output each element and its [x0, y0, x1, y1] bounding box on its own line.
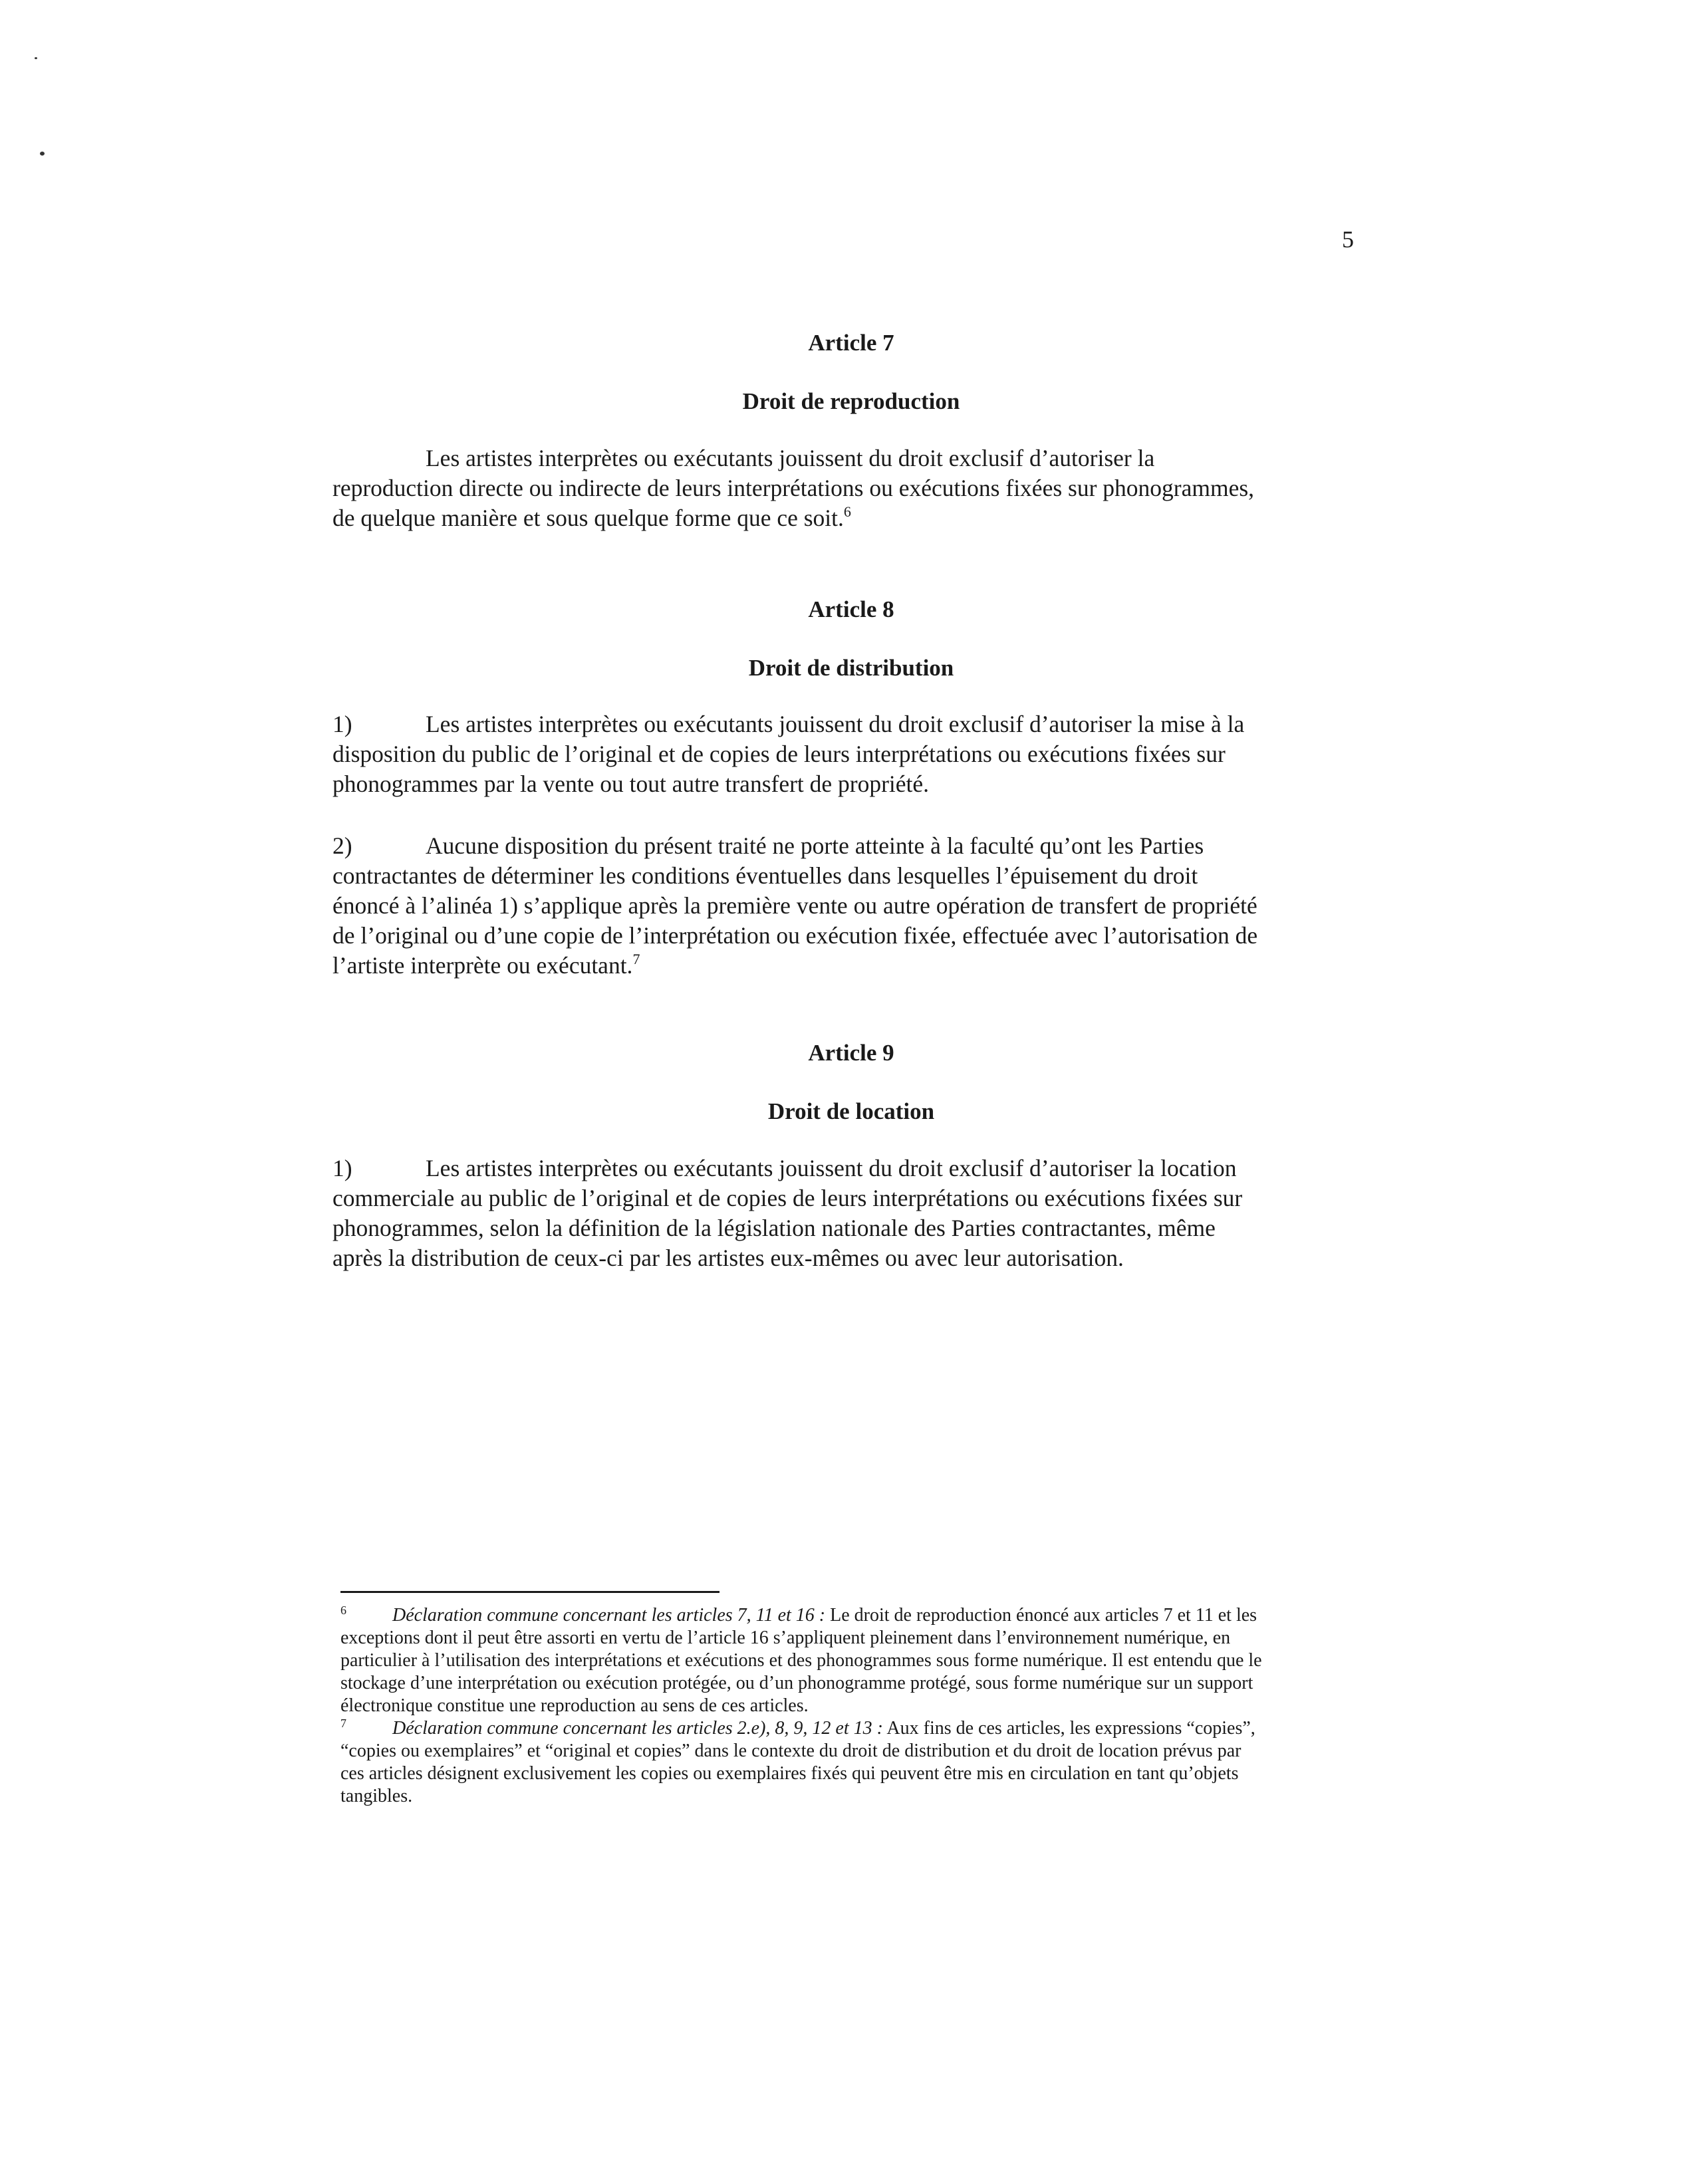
footnote-title: Déclaration commune concernant les articles 7, 11 et 16 :: [392, 1605, 826, 1626]
paragraph-line: [332, 503, 1370, 533]
paragraph-line-text: Les artistes interprètes ou exécutants jouissent du droit exclusif d’autoriser la location: [426, 1155, 1237, 1181]
paragraph-line: [332, 709, 1370, 739]
article-7-title: Article 7: [808, 330, 894, 356]
footnote-divider: [340, 1591, 719, 1593]
article-8-paragraph-2: [332, 831, 1370, 981]
scan-speck: [35, 57, 37, 59]
paragraph-number: 1): [332, 1155, 352, 1181]
page-number: 5: [1342, 226, 1354, 253]
footnote-line: 7 Déclaration commune concernant les articles 2.e), 8, 9, 12 et 13 : Aux fins de ces articles, les expressions “copies”,: [340, 1717, 1255, 1739]
footnote-6: [340, 1604, 1378, 1717]
footnote-line: stockage d’une interprétation ou exécution protégée, ou d’un phonogramme protégé, sous forme numérique sur un support: [340, 1673, 1253, 1693]
article-8-subtitle: Droit de distribution: [748, 655, 954, 681]
paragraph-number: 2): [332, 832, 352, 859]
footnote-line: “copies ou exemplaires” et “original et copies” dans le contexte du droit de distribution et du droit de location prévus par: [340, 1741, 1242, 1761]
paragraph-line: contractantes de déterminer les conditions éventuelles dans lesquelles l’épuisement du droit: [332, 862, 1198, 889]
footnote-line: tangibles.: [340, 1786, 413, 1806]
paragraph-line: disposition du public de l’original et de copies de leurs interprétations ou exécutions fixées sur: [332, 741, 1226, 767]
footnote-text: Aux fins de ces articles, les expressions “copies”,: [882, 1718, 1255, 1739]
article-8-paragraph-1: [332, 709, 1370, 799]
scan-speck: [40, 152, 45, 156]
article-9-subtitle: Droit de location: [767, 1098, 935, 1124]
footnote-ref-6[interactable]: 6: [843, 503, 851, 520]
paragraph-line: [332, 1153, 1370, 1183]
footnote-7: [340, 1717, 1378, 1808]
paragraph-line: après la distribution de ceux-ci par les artistes eux-mêmes ou avec leur autorisation.: [332, 1245, 1124, 1271]
paragraph-line-text: Aucune disposition du présent traité ne porte atteinte à la faculté qu’ont les Parties: [426, 832, 1204, 859]
footnote-line: électronique constitue une reproduction au sens de ces articles.: [340, 1695, 809, 1716]
article-7-paragraph: [332, 443, 1370, 533]
paragraph-line-text: l’artiste interprète ou exécutant.: [332, 952, 633, 979]
paragraph-line-text: de quelque manière et sous quelque forme que ce soit.: [332, 505, 844, 531]
footnote-title: Déclaration commune concernant les articles 2.e), 8, 9, 12 et 13 :: [392, 1718, 883, 1739]
paragraph-line: de l’original ou d’une copie de l’interprétation ou exécution fixée, effectuée avec l’autorisation de: [332, 922, 1258, 949]
article-7-subtitle: Droit de reproduction: [742, 388, 960, 414]
footnote-line: 6 Déclaration commune concernant les articles 7, 11 et 16 : Le droit de reproduction énoncé aux articles 7 et 11 et les: [340, 1604, 1257, 1626]
paragraph-line: [332, 951, 1370, 981]
footnote-line: particulier à l’utilisation des interprétations et exécutions et des phonogrammes sous forme numérique. Il est entendu que le: [340, 1650, 1262, 1671]
paragraph-line-text: Les artistes interprètes ou exécutants jouissent du droit exclusif d’autoriser la mise à la: [426, 711, 1245, 737]
paragraph-line: phonogrammes, selon la définition de la législation nationale des Parties contractantes, même: [332, 1215, 1216, 1241]
paragraph-line: [332, 831, 1370, 861]
footnote-ref-7[interactable]: 7: [632, 951, 640, 967]
paragraph-line: commerciale au public de l’original et de copies de leurs interprétations ou exécutions fixées sur: [332, 1185, 1243, 1211]
article-9-paragraph-1: [332, 1153, 1370, 1273]
article-8-title: Article 8: [808, 596, 894, 622]
paragraph-line: Les artistes interprètes ou exécutants jouissent du droit exclusif d’autoriser la: [426, 445, 1155, 471]
footnote-line: exceptions dont il peut être assorti en vertu de l’article 16 s’appliquent pleinement dans l’environnement numérique, en: [340, 1628, 1231, 1648]
paragraph-number: 1): [332, 711, 352, 737]
article-9-title: Article 9: [808, 1040, 894, 1066]
paragraph-line: reproduction directe ou indirecte de leurs interprétations ou exécutions fixées sur phonogrammes,: [332, 475, 1255, 501]
footnote-line: ces articles désignent exclusivement les copies ou exemplaires fixés qui peuvent être mis en circulation en tant qu’objets: [340, 1763, 1239, 1784]
paragraph-line: phonogrammes par la vente ou tout autre transfert de propriété.: [332, 771, 930, 797]
footnote-text: Le droit de reproduction énoncé aux articles 7 et 11 et les: [825, 1605, 1257, 1626]
paragraph-line: énoncé à l’alinéa 1) s’applique après la première vente ou autre opération de transfert de propriété: [332, 892, 1257, 919]
